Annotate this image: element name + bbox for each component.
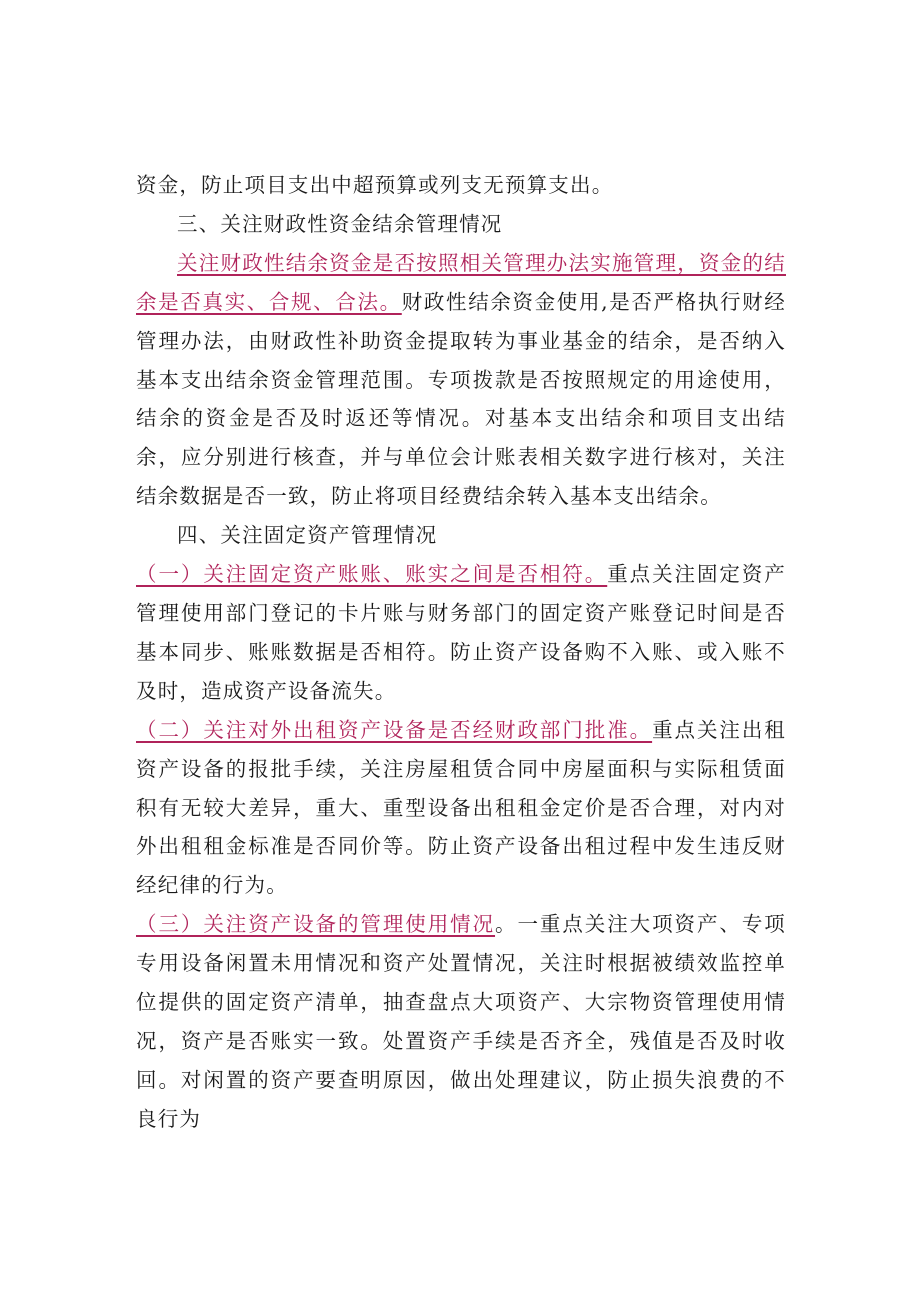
paragraph-leased-assets	[136, 711, 786, 906]
paragraph-text: 。一重点关注大项资产、专项专用设备闲置未用情况和资产处置情况，关注时根据被绩效监控单位提供的固定资产清单，抽查盘点大项资产、大宗物资管理使用情况，资产是否账实一致。处置资产手续是否齐全，残值是否及时收回。对闲置的资产要查明原因，做出处理建议，防止损失浪费的不良行为	[136, 912, 786, 1131]
section-heading-four	[136, 516, 786, 555]
paragraph-continuation	[136, 166, 786, 205]
paragraph-text: 重点关注固定资产管理使用部门登记的卡片账与财务部门的固定资产账登记时间是否基本同步、账账数据是否相符。防止资产设备购不入账、或入账不及时，造成资产设备流失。	[136, 562, 786, 703]
paragraph-asset-usage	[136, 905, 786, 1138]
paragraph-fixed-assets-ledger	[136, 555, 786, 711]
highlighted-text: （一）关注固定资产账账、账实之间是否相符。	[136, 562, 608, 587]
paragraph-surplus-funds	[136, 244, 786, 516]
section-heading-three	[136, 205, 786, 244]
highlighted-text: （二）关注对外出租资产设备是否经财政部门批准。	[136, 717, 653, 742]
highlighted-text: （三）关注资产设备的管理使用情况	[136, 912, 496, 937]
paragraph-text: 资金，防止项目支出中超预算或列支无预算支出。	[136, 173, 614, 197]
heading-text: 四、关注固定资产管理情况	[177, 523, 438, 548]
paragraph-text: 财政性结余资金使用,是否严格执行财经管理办法，由财政性补助资金提取转为事业基金的结余，是否纳入基本支出结余资金管理范围。专项拨款是否按照规定的用途使用，结余的资金是否及时返还等情况。对基本支出结余和项目支出结余，应分别进行核查，并与单位会计账表相关数字进行核对，关注结余数据是否一致，防止将项目经费结余转入基本支出结余。	[136, 289, 786, 509]
document-body	[136, 166, 786, 1139]
highlighted-text: 关注财政性结余资金是否按照相关管理办法实施管理，资金的结余是否真实、合规、合法。	[136, 250, 786, 314]
paragraph-text: 重点关注出租资产设备的报批手续，关注房屋租赁合同中房屋面积与实际租赁面积有无较大差异，重大、重型设备出租租金定价是否合理，对内对外出租租金标准是否同价等。防止资产设备出租过程中发生违反财经纪律的行为。	[136, 717, 786, 898]
heading-text: 三、关注财政性资金结余管理情况	[177, 211, 503, 236]
